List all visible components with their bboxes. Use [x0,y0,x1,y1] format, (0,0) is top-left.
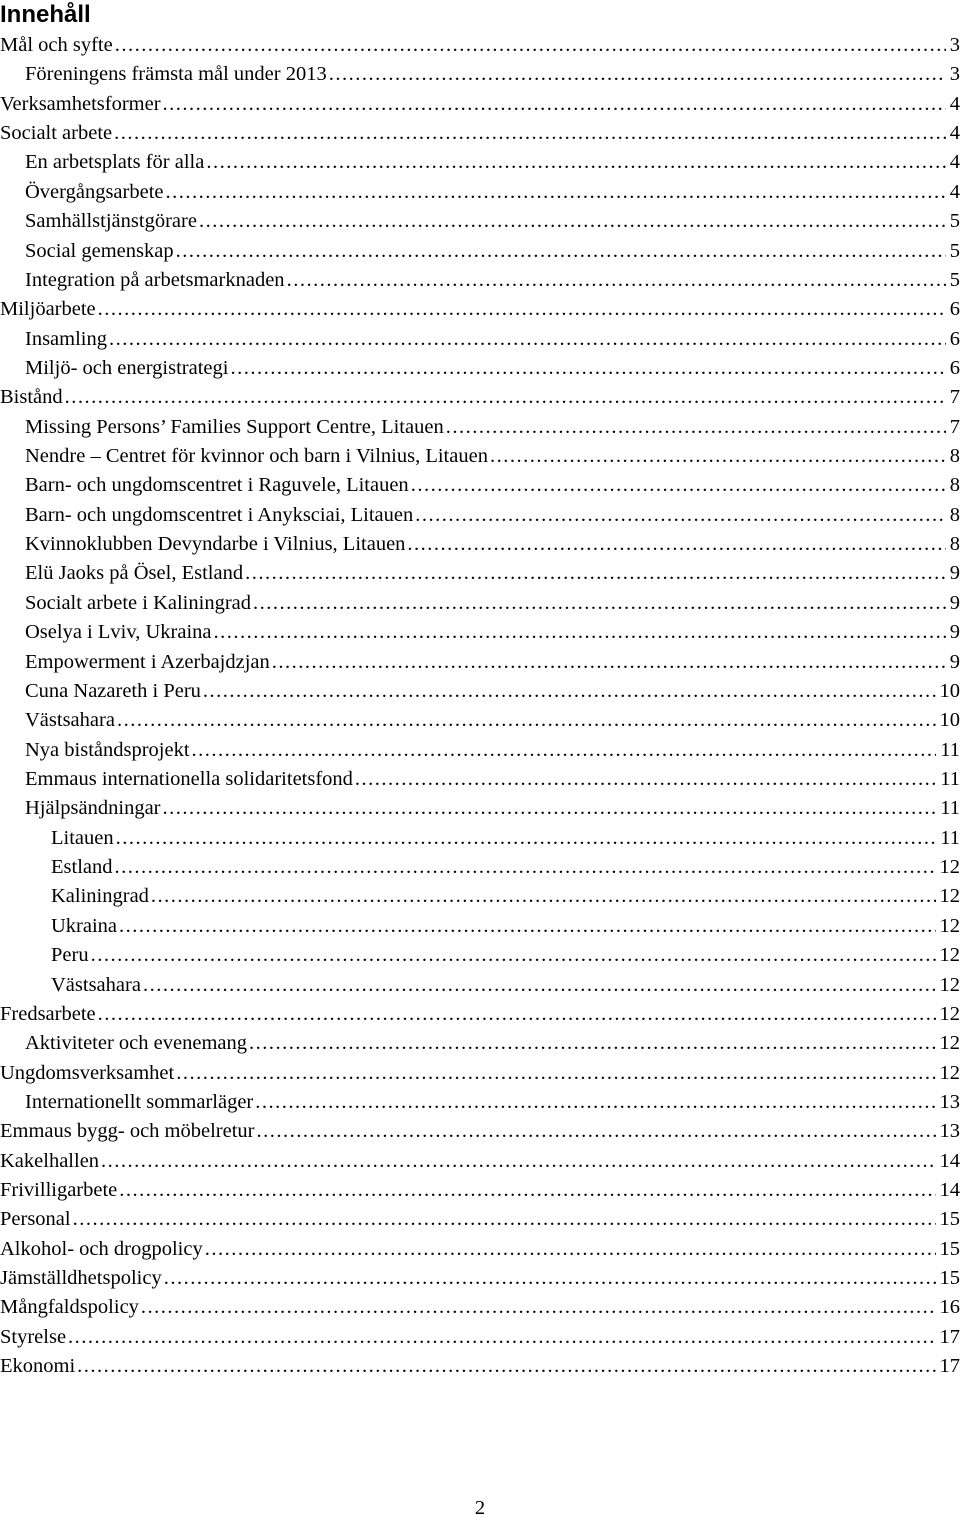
toc-dot-leader [143,971,936,1000]
toc-dot-leader [77,1352,935,1381]
toc-entry-title: Emmaus internationella solidaritetsfond [25,767,353,790]
toc-entry-page: 8 [949,503,960,526]
toc-entry-title: Ekonomi [0,1355,76,1378]
toc-entry-title: Ungdomsverksamhet [0,1061,175,1084]
toc-dot-leader [205,1235,936,1264]
toc-entry-page: 5 [949,210,960,233]
toc-entry[interactable] [0,413,960,442]
toc-dot-leader [192,736,937,765]
toc-entry-page: 11 [940,767,960,790]
toc-entry[interactable] [0,119,960,148]
table-of-contents [0,31,960,1382]
toc-dot-leader [214,618,946,647]
toc-entry[interactable] [0,648,960,677]
toc-entry-title: Social gemenskap [25,239,174,262]
toc-entry[interactable] [0,383,960,412]
toc-dot-leader [176,237,946,266]
toc-entry-title: Aktiviteter och evenemang [25,1032,247,1055]
toc-entry[interactable] [0,501,960,530]
toc-dot-leader [119,912,935,941]
toc-entry[interactable] [0,882,960,911]
toc-entry[interactable] [0,853,960,882]
toc-entry-page: 13 [939,1090,960,1113]
toc-entry-title: Verksamhetsformer [0,92,161,115]
toc-entry-page: 15 [939,1267,960,1290]
toc-dot-leader [119,1176,935,1205]
toc-entry-title: Litauen [51,826,114,849]
toc-dot-leader [151,882,936,911]
toc-entry-page: 11 [940,797,960,820]
toc-entry-page: 14 [939,1149,960,1172]
toc-entry-title: Personal [0,1208,71,1231]
toc-entry[interactable] [0,589,960,618]
toc-dot-leader [272,648,946,677]
toc-entry-page: 12 [939,856,960,879]
toc-entry[interactable] [0,207,960,236]
toc-dot-leader [98,1000,936,1029]
toc-entry-title: Empowerment i Azerbajdzjan [25,650,270,673]
toc-entry[interactable] [0,471,960,500]
toc-entry-page: 5 [949,268,960,291]
toc-entry[interactable] [0,736,960,765]
toc-entry-title: Mål och syfte [0,34,113,56]
toc-entry[interactable] [0,971,960,1000]
toc-entry-title: Barn- och ungdomscentret i Anyksciai, Litauen [25,503,414,526]
toc-entry[interactable] [0,295,960,324]
toc-entry-page: 4 [949,122,960,145]
toc-entry-title: Ukraina [51,914,118,937]
page-number: 2 [474,1497,486,1519]
toc-entry[interactable] [0,1176,960,1205]
toc-entry[interactable] [0,1235,960,1264]
toc-entry[interactable] [0,618,960,647]
toc-entry[interactable] [0,559,960,588]
toc-entry-title: Kaliningrad [51,885,149,908]
toc-dot-leader [329,60,946,89]
toc-dot-leader [176,1059,935,1088]
toc-dot-leader [256,1117,935,1146]
toc-entry-title: Oselya i Lviv, Ukraina [25,621,212,644]
toc-entry[interactable] [0,941,960,970]
toc-entry-page: 12 [939,885,960,908]
toc-dot-leader [253,589,946,618]
toc-entry[interactable] [0,824,960,853]
toc-entry-title: Elü Jaoks på Ösel, Estland [25,562,244,585]
toc-entry[interactable] [0,1352,960,1381]
toc-entry-title: Mångfaldspolicy [0,1296,139,1319]
toc-entry[interactable] [0,1264,960,1293]
toc-dot-leader [141,1293,936,1322]
toc-entry-title: Cuna Nazareth i Peru [25,679,201,702]
toc-entry[interactable] [0,178,960,207]
toc-entry[interactable] [0,677,960,706]
toc-entry[interactable] [0,90,960,119]
toc-entry-title: Nya biståndsprojekt [25,738,190,761]
toc-entry-title: Bistånd [0,386,63,409]
toc-heading: Innehåll [0,1,91,28]
toc-entry-page: 12 [939,1061,960,1084]
toc-entry-title: Estland [51,856,113,879]
toc-dot-leader [446,413,946,442]
toc-dot-leader [490,442,946,471]
toc-entry-title: Missing Persons’ Families Support Centre, Litauen [25,415,444,438]
toc-entry-page: 8 [949,474,960,497]
toc-entry-page: 17 [939,1325,960,1348]
toc-entry-page: 4 [949,151,960,174]
toc-entry-title: Emmaus bygg- och möbelretur [0,1120,255,1143]
toc-entry-title: En arbetsplats för alla [25,151,205,174]
toc-entry-title: Peru [51,944,89,967]
toc-dot-leader [115,31,946,60]
toc-entry[interactable] [0,794,960,823]
toc-dot-leader [199,207,946,236]
toc-entry-page: 11 [940,826,960,849]
toc-entry[interactable] [0,530,960,559]
toc-entry-page: 4 [949,92,960,115]
toc-entry-page: 10 [939,709,960,732]
toc-dot-leader [91,941,936,970]
toc-entry-page: 6 [949,327,960,350]
toc-entry-page: 9 [949,621,960,644]
toc-entry-page: 10 [939,679,960,702]
toc-dot-leader [166,178,946,207]
toc-dot-leader [287,266,946,295]
toc-entry-page: 8 [949,533,960,556]
toc-entry[interactable] [0,1000,960,1029]
toc-entry-page: 12 [939,914,960,937]
toc-dot-leader [203,677,936,706]
toc-dot-leader [355,765,936,794]
toc-entry[interactable] [0,1059,960,1088]
toc-entry[interactable] [0,60,960,89]
toc-dot-leader [415,501,945,530]
toc-entry[interactable] [0,354,960,383]
toc-dot-leader [117,706,936,735]
toc-entry-title: Övergångsarbete [25,180,164,203]
toc-entry-page: 6 [949,356,960,379]
toc-entry-page: 5 [949,239,960,262]
toc-dot-leader [109,325,946,354]
toc-entry-page: 7 [949,415,960,438]
toc-entry-title: Integration på arbetsmarknaden [25,268,285,291]
toc-entry[interactable] [0,1029,960,1058]
toc-entry-page: 9 [949,650,960,673]
toc-entry-title: Barn- och ungdomscentret i Raguvele, Litauen [25,474,409,497]
toc-entry-title: Alkohol- och drogpolicy [0,1237,203,1260]
toc-entry-title: Styrelse [0,1325,67,1348]
toc-entry[interactable] [0,912,960,941]
toc-entry-title: Socialt arbete [0,122,113,145]
toc-entry-page: 8 [949,445,960,468]
toc-entry-page: 17 [939,1355,960,1378]
toc-entry-page: 9 [949,591,960,614]
toc-entry[interactable] [0,325,960,354]
toc-dot-leader [98,295,946,324]
toc-entry-page: 12 [939,944,960,967]
toc-entry-page: 16 [939,1296,960,1319]
toc-entry-page: 15 [939,1237,960,1260]
toc-entry[interactable] [0,1147,960,1176]
toc-entry[interactable] [0,1293,960,1322]
toc-entry-title: Frivilligarbete [0,1179,118,1202]
toc-entry[interactable] [0,442,960,471]
toc-dot-leader [255,1088,935,1117]
toc-dot-leader [73,1205,936,1234]
toc-entry-page: 11 [940,738,960,761]
toc-entry-page: 13 [939,1120,960,1143]
toc-dot-leader [249,1029,936,1058]
toc-entry-title: Föreningens främsta mål under 2013 [25,63,327,86]
toc-entry[interactable] [0,1088,960,1117]
toc-dot-leader [68,1323,935,1352]
toc-dot-leader [407,530,945,559]
toc-entry-title: Miljöarbete [0,298,96,321]
toc-entry[interactable] [0,706,960,735]
toc-entry-title: Insamling [25,327,107,350]
toc-entry-title: Samhällstjänstgörare [25,210,197,233]
toc-entry-title: Kvinnoklubben Devyndarbe i Vilnius, Litauen [25,533,406,556]
toc-entry-page: 12 [939,1002,960,1025]
toc-entry-title: Miljö- och energistrategi [25,356,229,379]
toc-entry-page: 3 [949,63,960,86]
toc-dot-leader [116,824,937,853]
toc-entry-title: Fredsarbete [0,1002,96,1025]
toc-entry[interactable] [0,266,960,295]
toc-entry-title: Västsahara [51,973,141,996]
toc-dot-leader [65,383,946,412]
toc-dot-leader [206,148,945,177]
toc-entry-page: 3 [949,34,960,56]
toc-entry-page: 7 [949,386,960,409]
toc-entry-page: 14 [939,1179,960,1202]
toc-entry[interactable] [0,237,960,266]
toc-entry-title: Jämställdhetspolicy [0,1267,162,1290]
toc-entry[interactable] [0,1323,960,1352]
toc-dot-leader [163,90,946,119]
toc-entry-page: 4 [949,180,960,203]
toc-entry-title: Nendre – Centret för kvinnor och barn i Vilnius, Litauen [25,445,488,468]
toc-entry[interactable] [0,1205,960,1234]
toc-entry-page: 15 [939,1208,960,1231]
toc-entry-page: 12 [939,973,960,996]
toc-entry-title: Hjälpsändningar [25,797,161,820]
toc-dot-leader [115,853,936,882]
toc-entry-page: 9 [949,562,960,585]
toc-dot-leader [411,471,946,500]
toc-dot-leader [163,794,937,823]
toc-entry[interactable] [0,1117,960,1146]
toc-dot-leader [101,1147,935,1176]
toc-entry[interactable] [0,148,960,177]
toc-entry-title: Internationellt sommarläger [25,1090,254,1113]
toc-dot-leader [164,1264,936,1293]
toc-dot-leader [245,559,946,588]
toc-entry-page: 12 [939,1032,960,1055]
toc-entry[interactable] [0,31,960,60]
toc-dot-leader [114,119,946,148]
toc-entry[interactable] [0,765,960,794]
toc-entry-title: Västsahara [25,709,115,732]
toc-entry-title: Kakelhallen [0,1149,100,1172]
toc-dot-leader [230,354,945,383]
toc-entry-page: 6 [949,298,960,321]
toc-entry-title: Socialt arbete i Kaliningrad [25,591,251,614]
